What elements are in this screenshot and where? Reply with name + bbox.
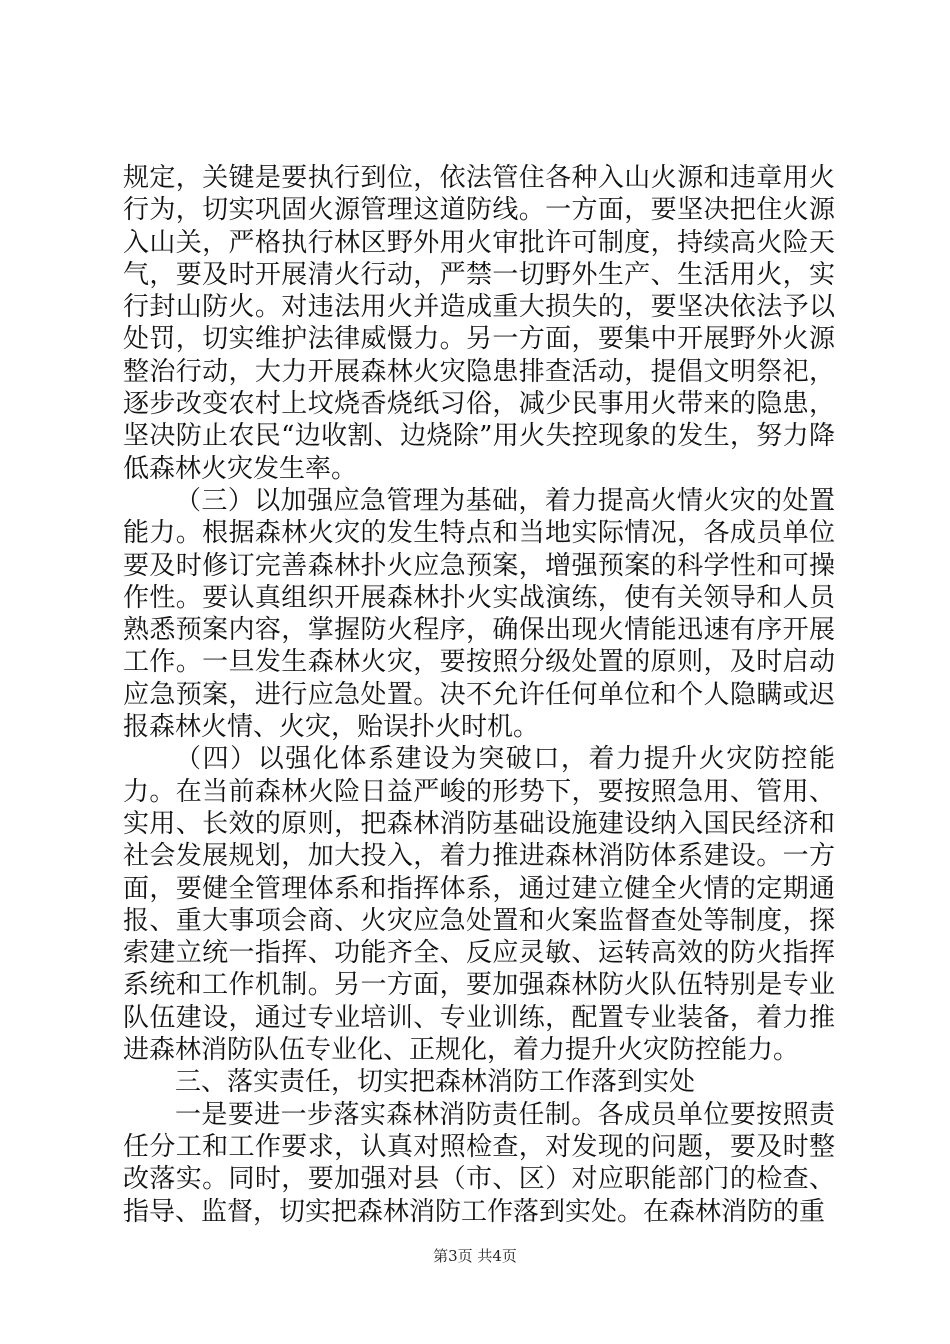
section-heading-responsibility: 三、落实责任，切实把森林消防工作落到实处 — [175, 1067, 696, 1098]
paragraph-fire-source-management: 规定，关键是要执行到位，依法管住各种入山火源和违章用火行为，切实巩固火源管理这道防线。一方面，要坚决把住火源入山关，严格执行林区野外用火审批许可制度，持续高火险天气，要及时开展清火行动，严禁一切野外生产、生活用火，实行封山防火。对违法用火并造成重大损失的，要坚决依法予以处罚，切实维护法律威慑力。另一方面，要集中开展野外火源整治行动，大力开展森林火灾隐患排查活动，提倡文明祭祀，逐步改变农村上坟烧香烧纸习俗，减少民事用火带来的隐患，坚决防止农民“边收割、边烧除”用火失控现象的发生，努力降低森林火灾发生率。 — [123, 163, 835, 484]
paragraph-responsibility-system: 一是要进一步落实森林消防责任制。各成员单位要按照责任分工和工作要求，认真对照检查，对发现的问题，要及时整改落实。同时，要加强对县（市、区）对应职能部门的检查、指导、监督，切实把森林消防工作落到实处。在森林消防的重 — [123, 1099, 835, 1227]
page-number-footer: 第3页 共4页 — [433, 1247, 517, 1265]
paragraph-system-building: （四）以强化体系建设为突破口，着力提升火灾防控能力。在当前森林火险日益严峻的形势下，要按照急用、管用、实用、长效的原则，把森林消防基础设施建设纳入国民经济和社会发展规划，加大投入，着力推进森林消防体系建设。一方面，要健全管理体系和指挥体系，通过建立健全火情的定期通报、重大事项会商、火灾应急处置和火案监督查处等制度，探索建立统一指挥、功能齐全、反应灵敏、运转高效的防火指挥系统和工作机制。另一方面，要加强森林防火队伍特别是专业队伍建设，通过专业培训、专业训练，配置专业装备，着力推进森林消防队伍专业化、正规化，着力提升火灾防控能力。 — [123, 744, 835, 1066]
body-text — [123, 162, 835, 1228]
paragraph-emergency-management: （三）以加强应急管理为基础，着力提高火情火灾的处置能力。根据森林火灾的发生特点和当地实际情况，各成员单位要及时修订完善森林扑火应急预案，增强预案的科学性和可操作性。要认真组织开展森林扑火实战演练，使有关领导和人员熟悉预案内容，掌握防火程序，确保出现火情能迅速有序开展工作。一旦发生森林火灾，要按照分级处置的原则，及时启动应急预案，进行应急处置。决不允许任何单位和个人隐瞒或迟报森林火情、火灾，贻误扑火时机。 — [123, 485, 835, 743]
